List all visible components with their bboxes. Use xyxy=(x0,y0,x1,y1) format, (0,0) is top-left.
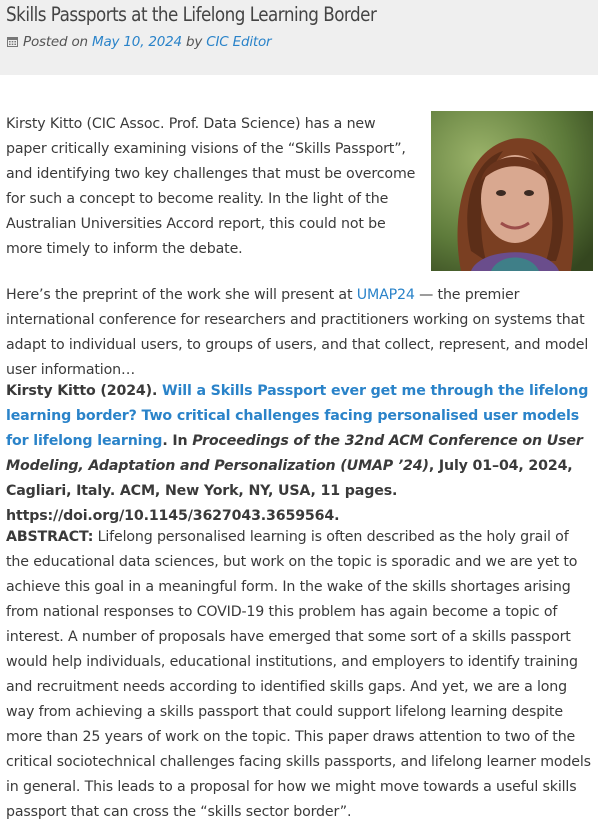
posted-on-label: Posted on xyxy=(23,34,88,50)
citation-venue: Proceedings of the 32nd ACM Conference on User Modeling, Adaptation and Personalization (UMAP ’24) xyxy=(6,433,583,474)
citation-paragraph xyxy=(6,379,594,529)
calendar-icon xyxy=(7,36,18,47)
post-title: Skills Passports at the Lifelong Learning Border xyxy=(6,3,377,26)
author-photo xyxy=(431,111,593,271)
author-link[interactable]: CIC Editor xyxy=(206,34,272,50)
by-label: by xyxy=(186,34,203,50)
citation-author: Kirsty Kitto (2024). xyxy=(6,383,163,399)
preprint-text-before: Here’s the preprint of the work she will present at xyxy=(6,287,357,303)
umap24-link[interactable]: UMAP24 xyxy=(356,287,415,303)
post-date-link[interactable]: May 10, 2024 xyxy=(92,34,182,50)
preprint-paragraph xyxy=(6,283,592,383)
preprint-text-after: — the premier international conference for researchers and practitioners working on systems that adapt to individual users, to groups of users, and that collect, represent, and model user information… xyxy=(6,287,589,378)
abstract-label: ABSTRACT: xyxy=(6,529,94,545)
portrait-image xyxy=(431,111,593,271)
abstract-text: Lifelong personalised learning is often described as the holy grail of the educational data sciences, but work on the topic is sporadic and we are yet to achieve this goal in a meaningful form. In the wake of the skills shortages arising from national responses to COVID-19 this problem has again become a topic of interest. A number of proposals have emerged that some sort of a skills passport would help individuals, educational institutions, and employers to identify training and recruitment needs according to identified skills gaps. And yet, we are a long way from achieving a skills passport that could support lifelong learning despite more than 25 years of work on the topic. This paper draws attention to two of the critical sociotechnical challenges facing skills passports, and lifelong learner models in general. This leads to a proposal for how we might move towards a useful skills passport that can cross the “skills sector border”. xyxy=(6,529,591,820)
paper-title-link[interactable]: Will a Skills Passport ever get me through the lifelong learning border? Two critical challenges facing personalised user models for lifelong learning xyxy=(6,383,589,449)
citation-details: , July 01–04, 2024, Cagliari, Italy. ACM, New York, NY, USA, 11 pages. https://doi.org/10.1145/3627043.3659564. xyxy=(6,458,573,524)
intro-paragraph: Kirsty Kitto (CIC Assoc. Prof. Data Science) has a new paper critically examining visions of the “Skills Passport”, and identifying two key challenges that must be overcome for such a concept to become reality. In the light of the Australian Universities Accord report, this could not be more timely to inform the debate. xyxy=(6,116,416,257)
post-meta xyxy=(7,34,271,50)
abstract-paragraph xyxy=(6,525,594,825)
citation-in: . In xyxy=(162,433,193,449)
post-header xyxy=(0,0,598,75)
